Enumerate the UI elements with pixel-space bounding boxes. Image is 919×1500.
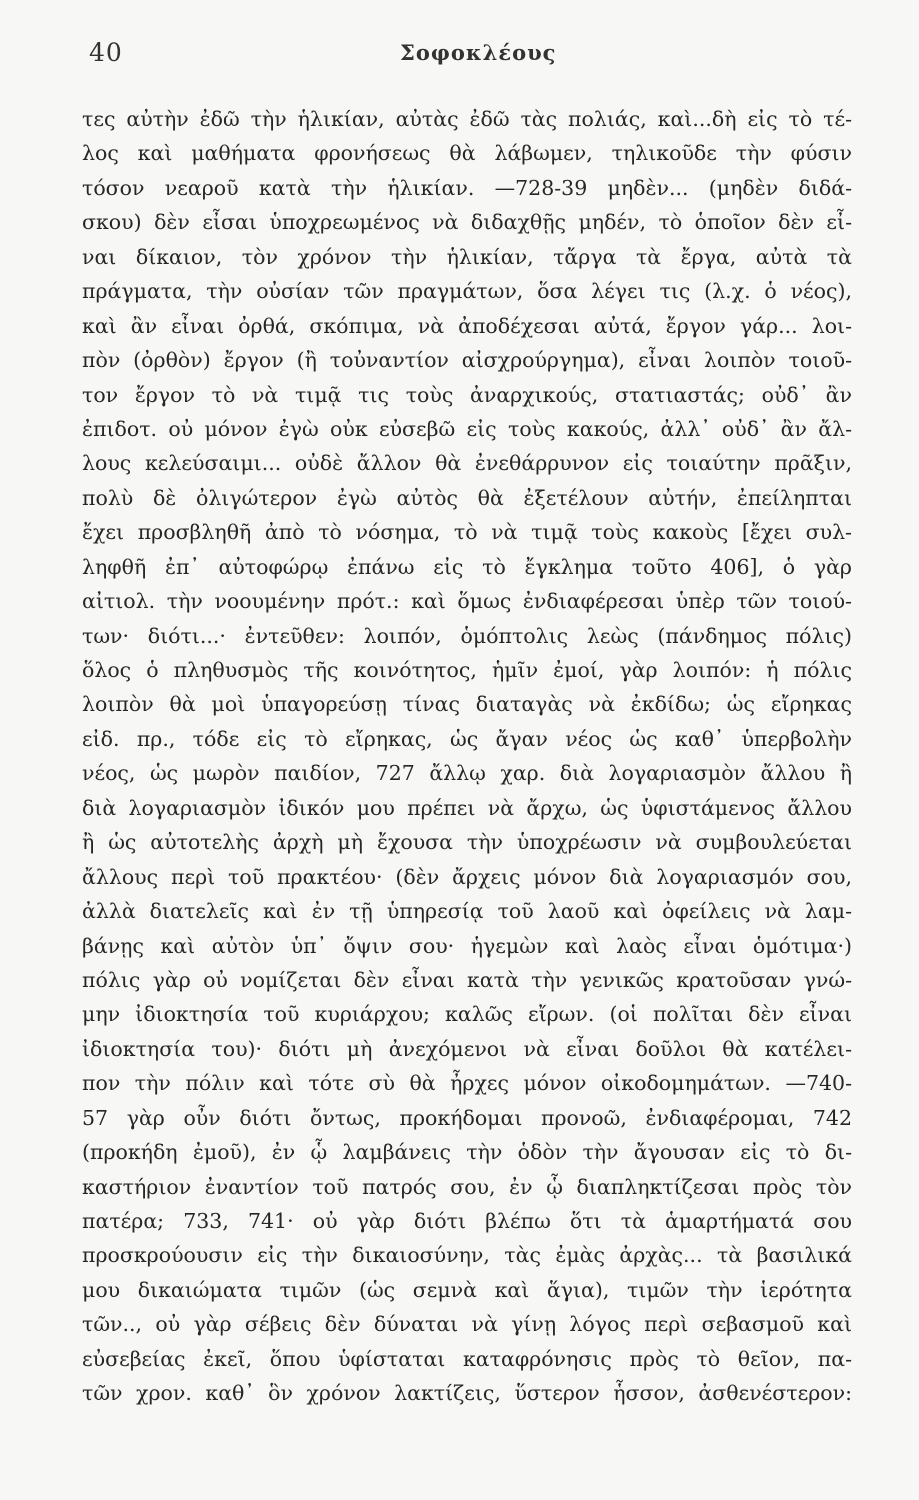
text-line: ὅλος ὁ πληθυσμὸς τῆς κοινότητος, ἡμῖν ἐμοί, γὰρ λοιπόν: ἡ πόλις: [82, 658, 852, 682]
text-line: πράγματα, τὴν οὐσίαν τῶν πραγμάτων, ὅσα λέγει τις (λ.χ. ὁ νέος),: [82, 279, 852, 304]
text-line: πατέρα; 733, 741· οὐ γὰρ διότι βλέπω ὅτι τὰ ἁμαρτήματά σου: [82, 1209, 852, 1233]
text-line: (προκήδη ἐμοῦ), ἐν ᾧ λαμβάνεις τὴν ὁδὸν τὴν ἄγουσαν εἰς τὸ δι-: [82, 1140, 852, 1165]
text-line: 57 γὰρ οὖν διότι ὄντως, προκήδομαι προνοῶ, ἐνδιαφέρομαι, 742: [82, 1105, 852, 1130]
text-line: ἰδιοκτησία του)· διότι μὴ ἀνεχόμενοι νὰ εἶναι δοῦλοι θὰ κατέλει-: [82, 1036, 852, 1061]
text-line: αἰτιολ. τὴν νοουμένην πρότ.: καὶ ὅμως ἐνδιαφέρεσαι ὑπὲρ τῶν τοιού-: [82, 589, 852, 614]
text-line: ἢ ὡς αὐτοτελὴς ἀρχὴ μὴ ἔχουσα τὴν ὑποχρέωσιν νὰ συμβουλεύεται: [82, 830, 852, 855]
text-line: διὰ λογαριασμὸν ἰδικόν μου πρέπει νὰ ἄρχω, ὡς ὑφιστάμενος ἄλλου: [82, 795, 852, 820]
text-line: τον ἔργον τὸ νὰ τιμᾷ τις τοὺς ἀναρχικούς, στατιαστάς; οὐδ᾽ ἂν: [82, 382, 852, 407]
commentary-text: [82, 102, 852, 1411]
text-line: ἔχει προσβληθῆ ἀπὸ τὸ νόσημα, τὸ νὰ τιμᾷ τοὺς κακοὺς [ἔχει συλ-: [82, 520, 852, 545]
text-line: τῶν.., οὐ γὰρ σέβεις δὲν δύναται νὰ γίνῃ λόγος περὶ σεβασμοῦ καὶ: [82, 1312, 852, 1337]
text-line: πον τὴν πόλιν καὶ τότε σὺ θὰ ἦρχες μόνον οἰκοδομημάτων. —740-: [82, 1071, 852, 1096]
text-line: καστήριον ἐναντίον τοῦ πατρός σου, ἐν ᾧ διαπληκτίζεσαι πρὸς τὸν: [82, 1174, 852, 1199]
text-line: ἐπιδοτ. οὐ μόνον ἐγὼ οὐκ εὐσεβῶ εἰς τοὺς κακούς, ἀλλ᾽ οὐδ᾽ ἂν ἄλ-: [82, 416, 852, 441]
text-line: πολὺ δὲ ὀλιγώτερον ἐγὼ αὐτὸς θὰ ἐξετέλουν αὐτήν, ἐπείληπται: [82, 485, 852, 510]
running-head: Σοφοκλέους: [400, 40, 557, 65]
text-line: ληφθῆ ἐπ᾽ αὐτοφώρῳ ἐπάνω εἰς τὸ ἔγκλημα τοῦτο 406], ὁ γὰρ: [82, 554, 852, 579]
text-line: λους κελεύσαιμι... οὐδὲ ἄλλον θὰ ἐνεθάρρυνον εἰς τοιαύτην πρᾶξιν,: [82, 451, 852, 476]
text-line: τῶν χρον. καθ᾽ ὃν χρόνον λακτίζεις, ὕστερον ἧσσον, ἀσθενέστερον:: [82, 1381, 852, 1406]
text-line: μην ἰδιοκτησία τοῦ κυριάρχου; καλῶς εἴρων. (οἱ πολῖται δὲν εἶναι: [82, 1002, 852, 1027]
text-line: νέος, ὡς μωρὸν παιδίον, 727 ἄλλῳ χαρ. διὰ λογαριασμὸν ἄλλου ἢ: [82, 761, 852, 786]
text-line: εὐσεβείας ἐκεῖ, ὅπου ὑφίσταται καταφρόνησις πρὸς τὸ θεῖον, πα-: [82, 1346, 852, 1371]
text-line: μου δικαιώματα τιμῶν (ὡς σεμνὰ καὶ ἅγια), τιμῶν τὴν ἱερότητα: [82, 1277, 852, 1302]
text-line: τόσον νεαροῦ κατὰ τὴν ἡλικίαν. —728-39 μηδὲν... (μηδὲν διδά-: [82, 175, 852, 200]
text-line: λοιπὸν θὰ μοὶ ὑπαγορεύσῃ τίνας διαταγὰς νὰ ἐκδίδω; ὡς εἴρηκας: [82, 692, 852, 717]
text-line: των· διότι...· ἐντεῦθεν: λοιπόν, ὁμόπτολις λεὼς (πάνδημος πόλις): [82, 623, 852, 648]
text-line: τες αὐτὴν ἐδῶ τὴν ἡλικίαν, αὐτὰς ἐδῶ τὰς πολιάς, καὶ...δὴ εἰς τὸ τέ-: [82, 107, 852, 131]
text-line: βάνῃς καὶ αὐτὸν ὑπ᾽ ὄψιν σου· ἡγεμὼν καὶ λαὸς εἶναι ὁμότιμα·): [82, 933, 852, 958]
text-line: πὸν (ὀρθὸν) ἔργον (ἢ τοὐναντίον αἰσχρούργημα), εἶναι λοιπὸν τοιοῦ-: [82, 348, 852, 373]
text-line: λος καὶ μαθήματα φρονήσεως θὰ λάβωμεν, τηλικοῦδε τὴν φύσιν: [82, 141, 852, 166]
text-line: ναι δίκαιον, τὸν χρόνον τὴν ἡλικίαν, τἄργα τὰ ἔργα, αὐτὰ τὰ: [82, 244, 852, 269]
page-number: 40: [89, 38, 123, 67]
text-line: προσκρούουσιν εἰς τὴν δικαιοσύνην, τὰς ἐμὰς ἀρχὰς... τὰ βασιλικά: [82, 1243, 852, 1268]
text-line: σκου) δὲν εἶσαι ὑποχρεωμένος νὰ διδαχθῇς μηδέν, τὸ ὁποῖον δὲν εἶ-: [82, 210, 852, 235]
text-line: ἀλλὰ διατελεῖς καὶ ἐν τῇ ὑπηρεσίᾳ τοῦ λαοῦ καὶ ὀφείλεις νὰ λαμ-: [82, 899, 852, 924]
text-line: καὶ ἂν εἶναι ὀρθά, σκόπιμα, νὰ ἀποδέχεσαι αὐτά, ἔργον γάρ... λοι-: [82, 313, 852, 338]
text-line: εἰδ. πρ., τόδε εἰς τὸ εἴρηκας, ὡς ἄγαν νέος ὡς καθ᾽ ὑπερβολὴν: [82, 726, 852, 751]
text-line: πόλις γὰρ οὐ νομίζεται δὲν εἶναι κατὰ τὴν γενικῶς κρατοῦσαν γνώ-: [82, 967, 852, 992]
text-line: ἄλλους περὶ τοῦ πρακτέου· (δὲν ἄρχεις μόνον διὰ λογαριασμόν σου,: [82, 864, 852, 889]
